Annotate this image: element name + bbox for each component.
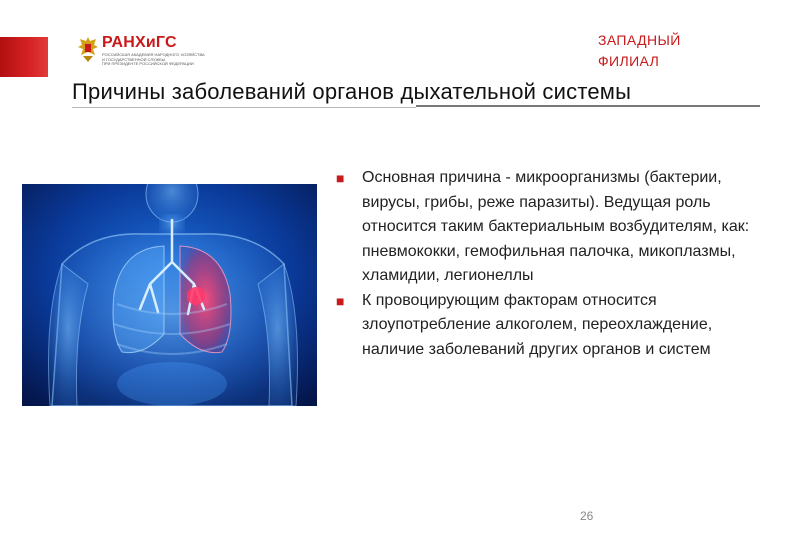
eagle-emblem-icon [76,35,100,63]
page-number: 26 [580,509,594,523]
title-underline-left [72,107,416,108]
branch-label [598,30,718,72]
bullet-text: Основная причина - микроорганизмы (бактерии, вирусы, грибы, реже паразиты). Ведущая роль относится таким бактериальным возбудителям, как: пневмококки, гемофильная палочка, микоплазмы, хламидии, легионеллы [362,169,750,284]
slide-title: Причины заболеваний органов дыхательной системы [72,79,632,104]
ranepa-logo [76,34,205,68]
bullet-item [334,289,754,363]
title-underline [416,105,760,107]
lungs-illustration [22,184,317,406]
red-accent-bar [0,37,48,77]
bullet-list [334,166,754,362]
branch-line-2: ФИЛИАЛ [598,53,660,69]
bullet-marker-icon: ■ [336,170,345,186]
logo-subtitle: РОССИЙСКАЯ АКАДЕМИЯ НАРОДНОГО ХОЗЯЙСТВА И ГОСУДАРСТВЕННОЙ СЛУЖБЫ ПРИ ПРЕЗИДЕНТЕ РОССИЙСКОЙ ФЕДЕРАЦИИ [102,52,205,66]
logo-name: РАНХиГС [102,34,177,51]
bullet-text: К провоцирующим факторам относится злоупотребление алкоголем, переохлаждение, наличие заболеваний других органов и систем [362,291,713,358]
bullet-item [334,166,754,289]
branch-line-1: ЗАПАДНЫЙ [598,32,681,48]
bullet-marker-icon: ■ [336,292,345,309]
